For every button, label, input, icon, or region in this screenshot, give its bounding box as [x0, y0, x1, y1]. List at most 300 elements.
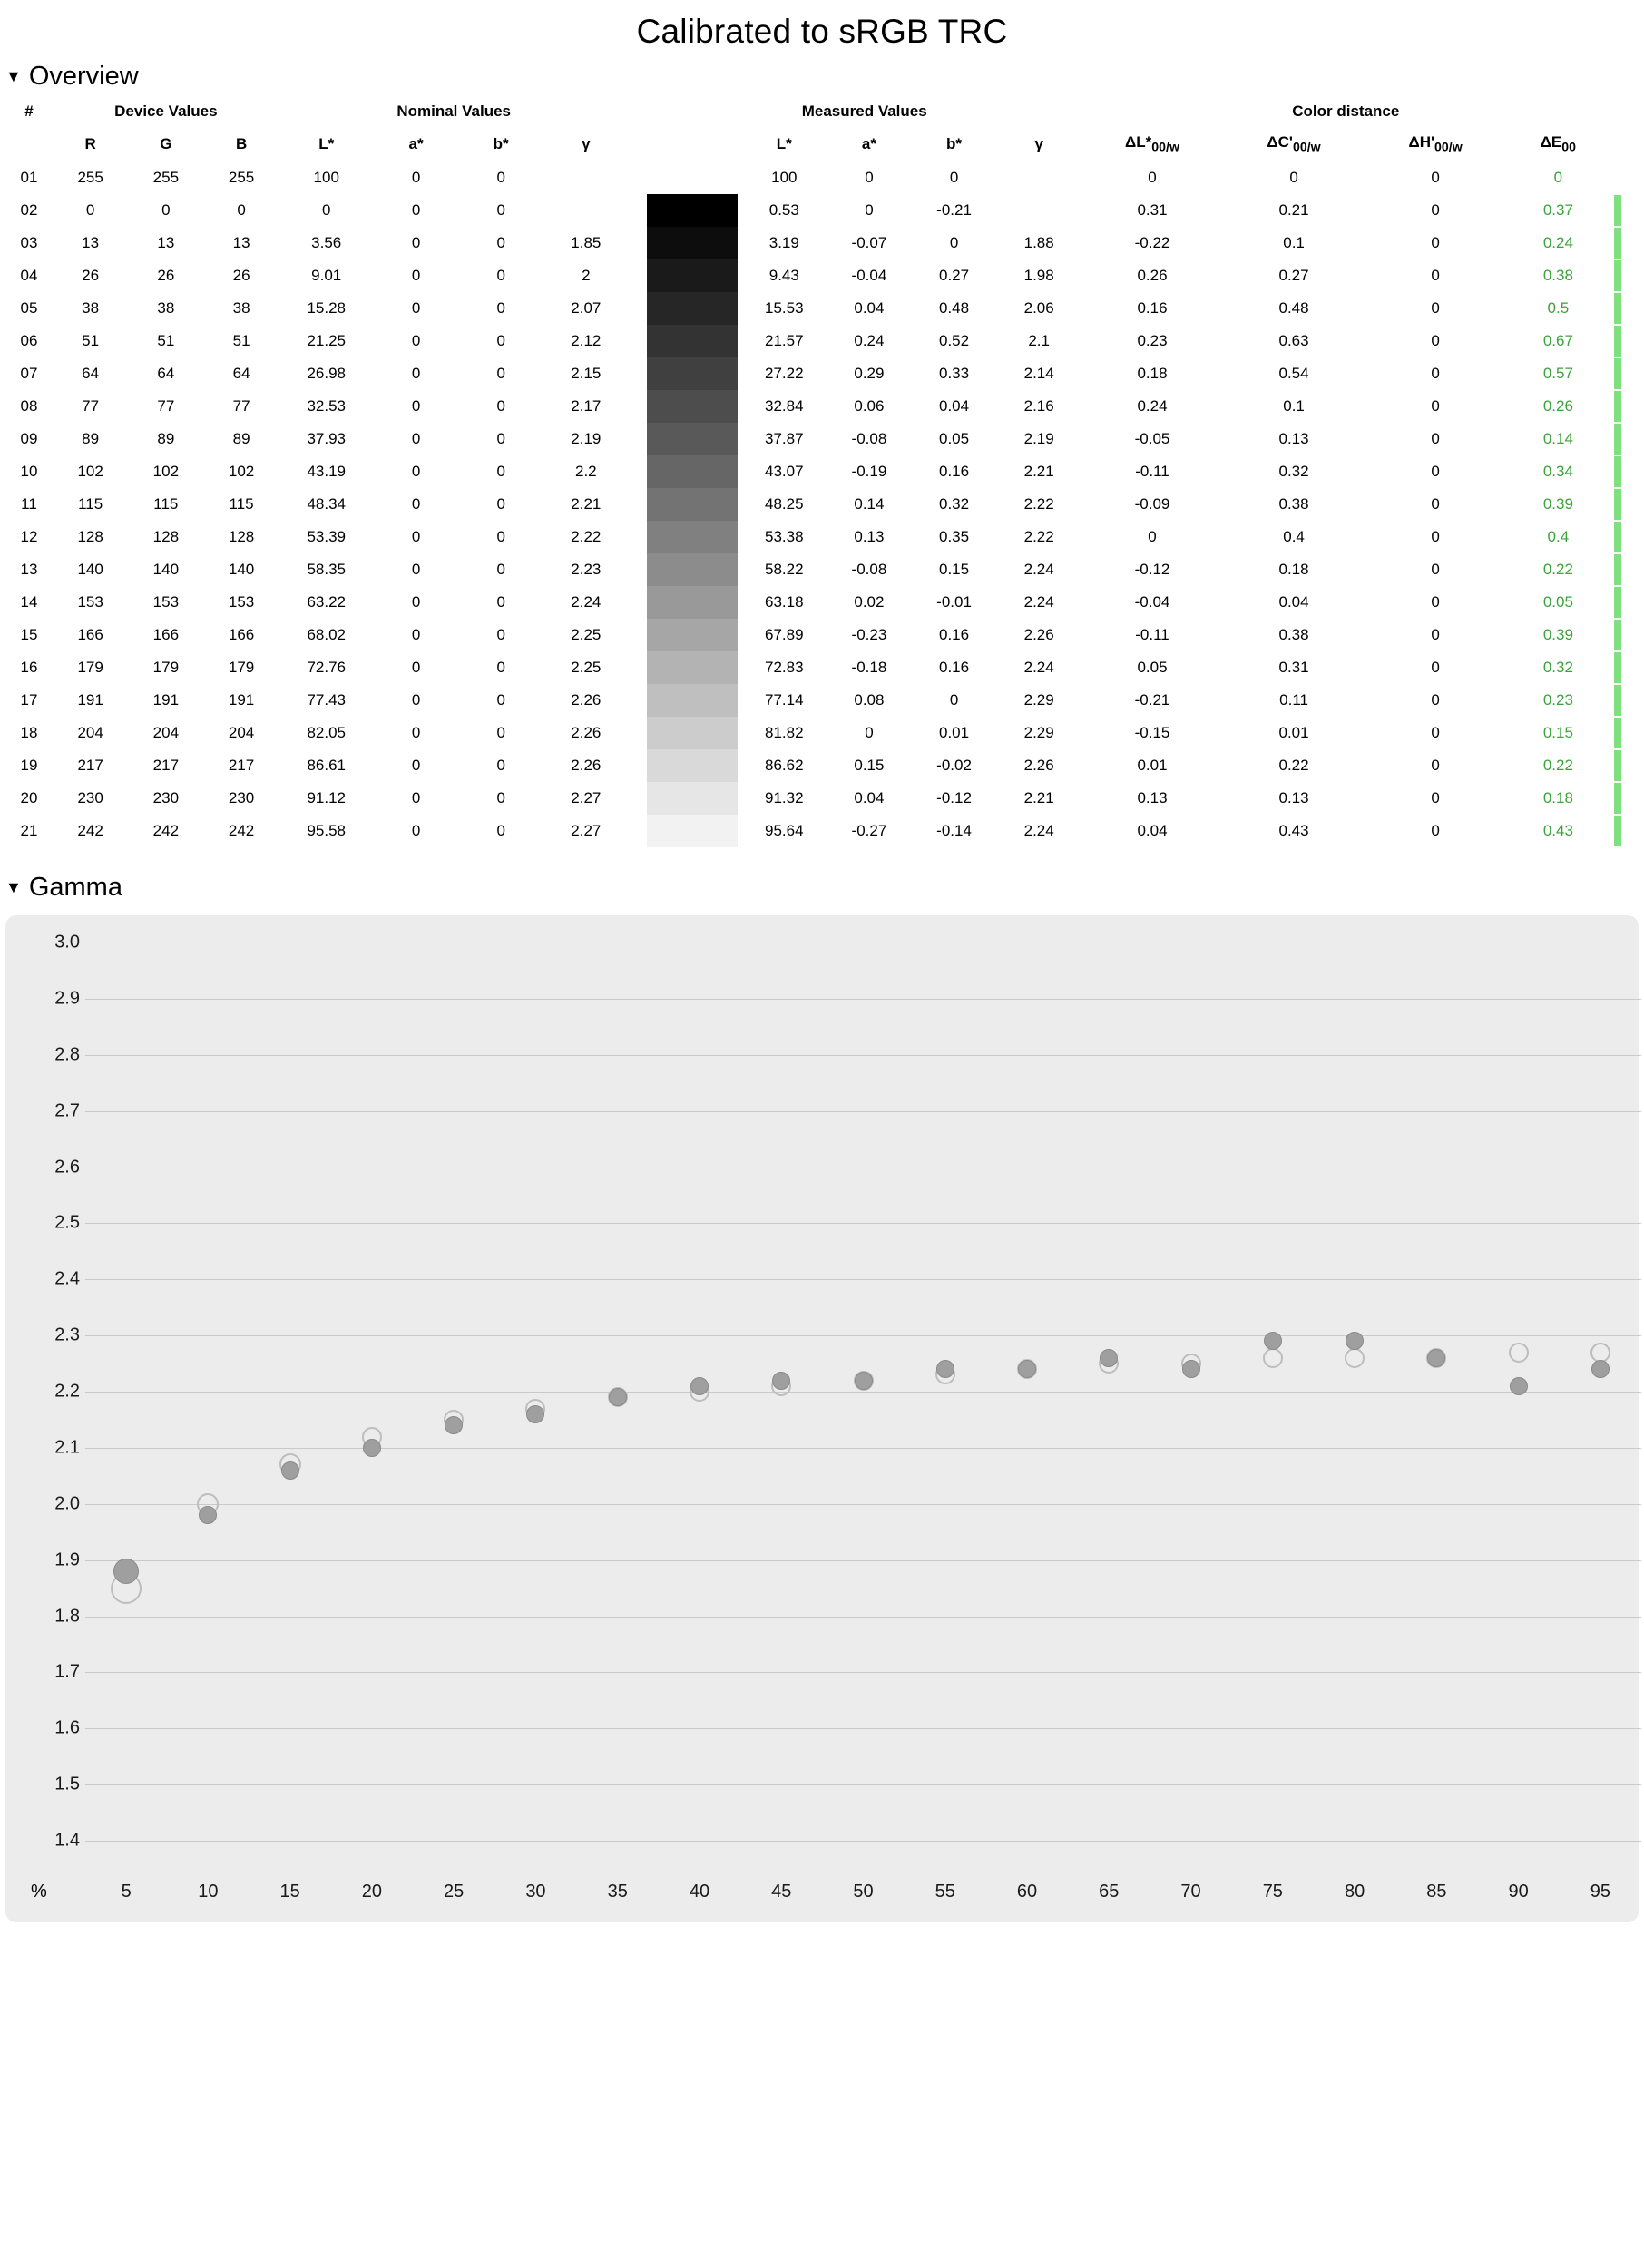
page-title: Calibrated to sRGB TRC [636, 13, 1008, 50]
delta-H: 0 [1431, 332, 1440, 349]
color-swatch [647, 423, 741, 455]
delta-L: 0 [1148, 528, 1157, 545]
color-swatch [647, 227, 741, 259]
delta-E: 0.67 [1542, 332, 1573, 349]
nominal-gamma: 2.21 [571, 495, 602, 513]
device-r: 217 [77, 757, 103, 774]
section-label-gamma: Gamma [28, 873, 122, 902]
delta-L: 0.04 [1137, 822, 1168, 839]
x-axis-tick-label: 70 [1180, 1882, 1201, 1901]
measured-a: 0.04 [854, 299, 885, 317]
delta-E-bar-fill [1614, 391, 1621, 422]
nominal-b: 0 [496, 397, 505, 415]
measured-gamma-point [113, 1559, 139, 1584]
measured-L: 21.57 [765, 332, 804, 349]
delta-E: 0.57 [1542, 365, 1573, 382]
x-axis-tick-label: 45 [771, 1882, 792, 1901]
measured-b: 0.16 [939, 659, 970, 676]
delta-H: 0 [1431, 822, 1440, 839]
nominal-L: 0 [321, 201, 331, 219]
device-r: 230 [77, 789, 103, 807]
x-axis-tick-label: 40 [689, 1882, 710, 1901]
measured-a: 0.29 [854, 365, 885, 382]
nominal-L: 82.05 [307, 724, 346, 741]
row-gap [629, 259, 648, 292]
color-swatch-fill [647, 227, 738, 259]
delta-C: 0.48 [1278, 299, 1309, 317]
color-swatch-fill [647, 651, 738, 684]
delta-E-bar-fill [1614, 293, 1621, 324]
delta-C: 0.27 [1278, 267, 1309, 284]
y-axis-tick-label: 2.9 [54, 988, 80, 1009]
device-r: 64 [82, 365, 100, 382]
device-g: 191 [152, 691, 180, 709]
color-swatch-fill [647, 259, 738, 292]
device-r: 0 [85, 201, 95, 219]
row-gap [629, 619, 648, 651]
delta-L: -0.05 [1134, 430, 1170, 447]
measured-L: 100 [771, 169, 798, 186]
measured-gamma-point [1100, 1349, 1118, 1367]
nominal-b: 0 [496, 299, 505, 317]
row-gap [629, 717, 648, 749]
delta-E-bar [1610, 651, 1639, 684]
nominal-gamma: 2.24 [571, 593, 602, 611]
color-swatch-fill [647, 782, 738, 815]
measured-b: -0.12 [936, 789, 972, 807]
measured-L: 53.38 [765, 528, 804, 545]
color-swatch [647, 553, 741, 586]
color-swatch-fill [647, 717, 738, 749]
gridline [85, 1560, 1641, 1561]
delta-E-bar-fill [1614, 554, 1621, 585]
measured-gamma: 2.22 [1023, 495, 1054, 513]
row-gap [629, 455, 648, 488]
color-swatch [647, 521, 741, 553]
gridline [85, 1672, 1641, 1673]
y-axis-tick-label: 2.4 [54, 1268, 80, 1289]
device-r: 191 [77, 691, 103, 709]
gridline [85, 1504, 1641, 1505]
color-swatch [647, 619, 741, 651]
nominal-gamma: 2.23 [571, 561, 602, 578]
col-delta-H-main: ΔH' [1408, 133, 1435, 152]
measured-gamma: 2.21 [1023, 463, 1054, 480]
nominal-gamma: 2.26 [571, 757, 602, 774]
device-r: 140 [77, 561, 103, 578]
delta-L: -0.11 [1135, 463, 1169, 480]
measured-b: -0.01 [936, 593, 972, 611]
y-axis-tick-label: 1.6 [54, 1717, 80, 1738]
col-group-nominal-values: Nominal Values [396, 103, 512, 120]
row-gap [629, 194, 648, 227]
nominal-a: 0 [411, 528, 421, 545]
delta-H: 0 [1431, 397, 1440, 415]
measured-b: 0.16 [939, 626, 970, 643]
device-b: 26 [232, 267, 250, 284]
nominal-b: 0 [496, 430, 505, 447]
device-b: 89 [232, 430, 250, 447]
measured-gamma: 2.24 [1023, 593, 1054, 611]
color-swatch [647, 782, 741, 815]
nominal-L: 68.02 [307, 626, 346, 643]
nominal-L: 43.19 [307, 463, 346, 480]
nominal-b: 0 [496, 626, 505, 643]
section-header-gamma[interactable] [0, 867, 1644, 906]
measured-gamma-point [1346, 1332, 1364, 1350]
delta-E-bar-fill [1614, 358, 1621, 389]
nominal-a: 0 [411, 332, 421, 349]
color-swatch [647, 325, 741, 357]
nominal-a: 0 [411, 659, 421, 676]
measured-gamma: 1.88 [1023, 234, 1054, 251]
nominal-gamma: 2.2 [575, 463, 597, 480]
col-measured-a: a* [827, 128, 912, 161]
measured-gamma-point [363, 1439, 381, 1457]
delta-L: 0 [1148, 169, 1157, 186]
device-r: 51 [82, 332, 100, 349]
device-b: 115 [229, 495, 254, 513]
delta-L: 0.01 [1137, 757, 1168, 774]
measured-gamma: 2.21 [1023, 789, 1054, 807]
device-b: 255 [228, 169, 255, 186]
x-axis-tick-label: 10 [198, 1882, 219, 1901]
delta-E-bar-fill [1614, 260, 1621, 291]
table-row[interactable] [5, 651, 1639, 684]
device-g: 140 [152, 561, 180, 578]
nominal-a: 0 [411, 495, 421, 513]
chevron-down-icon-gamma[interactable]: ▼ [5, 877, 22, 896]
device-b: 166 [228, 626, 255, 643]
delta-E: 0.26 [1542, 397, 1573, 415]
x-axis-tick-label: 85 [1426, 1882, 1447, 1901]
row-gap [629, 488, 648, 521]
delta-E-bar-fill [1614, 750, 1621, 781]
measured-gamma-point [445, 1416, 463, 1434]
color-swatch [647, 259, 741, 292]
col-delta-L-sub: 00/w [1151, 140, 1179, 155]
delta-E: 0.24 [1542, 234, 1573, 251]
nominal-a: 0 [411, 691, 421, 709]
delta-L: -0.22 [1134, 234, 1170, 251]
nominal-b: 0 [496, 789, 505, 807]
col-group-color-distance: Color distance [1292, 103, 1400, 120]
nominal-gamma: 2 [582, 267, 591, 284]
col-measured-b: b* [912, 128, 997, 161]
delta-E-bar-fill [1614, 587, 1621, 618]
nominal-a: 0 [411, 561, 421, 578]
row-gap [629, 553, 648, 586]
measured-L: 37.87 [765, 430, 804, 447]
measured-gamma-point [1264, 1332, 1282, 1350]
table-row[interactable] [5, 194, 1639, 227]
measured-b: 0.32 [939, 495, 970, 513]
color-swatch [647, 161, 741, 195]
idx-17: 17 [20, 691, 38, 709]
table-row[interactable] [5, 521, 1639, 553]
device-r: 153 [77, 593, 103, 611]
measured-gamma: 2.19 [1023, 430, 1054, 447]
nominal-gamma: 2.27 [571, 822, 602, 839]
delta-E-bar-fill [1614, 228, 1621, 259]
delta-C: 0.31 [1278, 659, 1309, 676]
measured-L: 9.43 [768, 267, 799, 284]
color-swatch-fill [647, 161, 738, 194]
measured-gamma-point [281, 1461, 299, 1480]
measured-L: 43.07 [765, 463, 804, 480]
delta-E-bar-fill [1614, 456, 1621, 487]
idx-14: 14 [20, 593, 38, 611]
table-row[interactable] [5, 488, 1639, 521]
gridline [85, 1392, 1641, 1393]
color-swatch [647, 749, 741, 782]
delta-E-bar-fill [1614, 685, 1621, 716]
col-delta-H [1365, 128, 1506, 161]
measured-L: 77.14 [765, 691, 804, 709]
delta-E-bar [1610, 619, 1639, 651]
measured-b: 0.05 [939, 430, 970, 447]
x-axis-tick-label: 55 [935, 1882, 955, 1901]
color-swatch [647, 586, 741, 619]
measured-L: 95.64 [765, 822, 804, 839]
measured-b: 0.35 [939, 528, 970, 545]
device-b: 128 [228, 528, 255, 545]
nominal-a: 0 [411, 365, 421, 382]
nominal-a: 0 [411, 757, 421, 774]
device-g: 0 [161, 201, 171, 219]
gridline [85, 1335, 1641, 1336]
delta-E-bar [1610, 227, 1639, 259]
idx-09: 09 [20, 430, 38, 447]
measured-a: -0.27 [851, 822, 887, 839]
nominal-gamma: 2.07 [571, 299, 602, 317]
measured-gamma-point [936, 1360, 954, 1378]
delta-H: 0 [1431, 234, 1440, 251]
nominal-gamma: 1.85 [571, 234, 602, 251]
gridline [85, 1279, 1641, 1280]
idx-05: 05 [20, 299, 38, 317]
device-r: 77 [82, 397, 100, 415]
row-gap [629, 161, 648, 195]
delta-E: 0.32 [1542, 659, 1573, 676]
nominal-a: 0 [411, 789, 421, 807]
delta-E-bar [1610, 259, 1639, 292]
measured-gamma: 2.16 [1023, 397, 1054, 415]
measured-a: -0.19 [851, 463, 887, 480]
measured-b: 0.52 [939, 332, 970, 349]
measured-L: 63.18 [765, 593, 804, 611]
table-row[interactable] [5, 586, 1639, 619]
device-b: 242 [228, 822, 255, 839]
measured-gamma-point [855, 1372, 873, 1390]
y-axis-tick-label: 2.5 [54, 1212, 80, 1233]
chevron-down-icon[interactable]: ▼ [5, 66, 22, 85]
nominal-b: 0 [496, 691, 505, 709]
delta-C: 0 [1289, 169, 1298, 186]
table-row[interactable] [5, 357, 1639, 390]
nominal-L: 100 [313, 169, 339, 186]
row-gap [629, 749, 648, 782]
nominal-a: 0 [411, 430, 421, 447]
table-row[interactable] [5, 815, 1639, 847]
measured-L: 67.89 [765, 626, 804, 643]
delta-E: 0.43 [1542, 822, 1573, 839]
idx-01: 01 [20, 169, 38, 186]
delta-E-bar [1610, 717, 1639, 749]
table-row[interactable] [5, 161, 1639, 195]
device-r: 166 [77, 626, 103, 643]
idx-04: 04 [20, 267, 38, 284]
nominal-L: 58.35 [307, 561, 346, 578]
measured-a: 0 [865, 169, 874, 186]
delta-E-bar [1610, 292, 1639, 325]
color-swatch-fill [647, 455, 738, 488]
device-g: 166 [152, 626, 180, 643]
device-r: 255 [77, 169, 103, 186]
nominal-L: 91.12 [307, 789, 346, 807]
measured-gamma-point [1018, 1360, 1036, 1378]
measured-a: -0.08 [851, 561, 887, 578]
delta-E: 0.39 [1542, 626, 1573, 643]
delta-C: 0.13 [1278, 789, 1309, 807]
device-g: 26 [157, 267, 175, 284]
col-group-measured-values: Measured Values [801, 103, 927, 120]
table-row[interactable] [5, 684, 1639, 717]
row-gap [629, 684, 648, 717]
section-label-overview: Overview [28, 62, 139, 91]
delta-E-bar [1610, 161, 1639, 195]
device-b: 102 [228, 463, 255, 480]
measured-a: 0.06 [854, 397, 885, 415]
measured-a: 0 [865, 201, 874, 219]
section-header-overview[interactable] [0, 56, 1644, 95]
y-axis-tick-label: 1.7 [54, 1661, 80, 1682]
nominal-a: 0 [411, 463, 421, 480]
delta-E-bar-fill [1614, 195, 1621, 226]
measured-b: 0.16 [939, 463, 970, 480]
y-axis-tick-label: 1.4 [54, 1830, 80, 1851]
table-row[interactable] [5, 227, 1639, 259]
color-swatch-fill [647, 194, 738, 227]
nominal-L: 95.58 [307, 822, 346, 839]
col-delta-L-main: ΔL* [1125, 133, 1152, 152]
color-swatch-fill [647, 521, 738, 553]
nominal-b: 0 [496, 332, 505, 349]
overview-table-wrap [0, 95, 1644, 847]
col-delta-E-sub: 00 [1561, 140, 1577, 155]
device-g: 255 [152, 169, 180, 186]
device-r: 242 [77, 822, 103, 839]
y-axis-tick-label: 1.8 [54, 1606, 80, 1626]
table-row[interactable] [5, 292, 1639, 325]
nominal-gamma-point [1509, 1343, 1529, 1363]
delta-E-bar [1610, 325, 1639, 357]
table-row[interactable] [5, 390, 1639, 423]
nominal-b: 0 [496, 724, 505, 741]
device-r: 13 [82, 234, 100, 251]
row-gap [629, 651, 648, 684]
nominal-a: 0 [411, 267, 421, 284]
row-gap [629, 586, 648, 619]
table-row[interactable] [5, 717, 1639, 749]
color-swatch [647, 684, 741, 717]
delta-E-bar [1610, 684, 1639, 717]
y-axis-tick-label: 1.5 [54, 1774, 80, 1794]
nominal-gamma-point [1263, 1348, 1283, 1368]
nominal-b: 0 [496, 822, 505, 839]
delta-H: 0 [1431, 789, 1440, 807]
table-row[interactable] [5, 553, 1639, 586]
measured-gamma [996, 161, 1081, 195]
delta-E-bar [1610, 455, 1639, 488]
delta-C: 0.11 [1279, 691, 1308, 709]
device-g: 13 [157, 234, 175, 251]
measured-gamma: 2.24 [1023, 822, 1054, 839]
delta-H: 0 [1431, 724, 1440, 741]
idx-02: 02 [20, 201, 38, 219]
measured-gamma: 2.26 [1023, 757, 1054, 774]
delta-L: 0.23 [1137, 332, 1168, 349]
measured-gamma-point [690, 1377, 709, 1395]
delta-E-bar-fill [1614, 718, 1621, 748]
nominal-gamma [543, 161, 629, 195]
measured-L: 32.84 [765, 397, 804, 415]
delta-E: 0.39 [1542, 495, 1573, 513]
measured-gamma-point [1427, 1349, 1445, 1367]
nominal-L: 86.61 [307, 757, 346, 774]
x-axis-tick-label: 30 [525, 1882, 546, 1901]
measured-gamma: 2.29 [1023, 724, 1054, 741]
delta-C: 0.38 [1278, 495, 1309, 513]
col-nominal-b: b* [458, 128, 543, 161]
color-swatch [647, 815, 741, 847]
delta-E-bar [1610, 749, 1639, 782]
color-swatch [647, 717, 741, 749]
measured-a: -0.07 [851, 234, 887, 251]
overview-table-body [5, 161, 1639, 848]
table-row[interactable] [5, 423, 1639, 455]
delta-C: 0.01 [1278, 724, 1309, 741]
table-row[interactable] [5, 325, 1639, 357]
delta-L: -0.12 [1134, 561, 1170, 578]
delta-L: 0.31 [1137, 201, 1168, 219]
table-row[interactable] [5, 782, 1639, 815]
nominal-gamma: 2.17 [571, 397, 602, 415]
table-row[interactable] [5, 455, 1639, 488]
measured-b: 0.27 [939, 267, 970, 284]
device-b: 0 [237, 201, 246, 219]
device-b: 217 [228, 757, 255, 774]
nominal-L: 77.43 [307, 691, 346, 709]
table-row[interactable] [5, 749, 1639, 782]
measured-gamma: 2.24 [1023, 561, 1054, 578]
delta-C: 0.4 [1283, 528, 1305, 545]
table-row[interactable] [5, 259, 1639, 292]
measured-L: 86.62 [765, 757, 804, 774]
device-g: 102 [152, 463, 180, 480]
delta-E: 0 [1553, 169, 1563, 186]
nominal-L: 48.34 [307, 495, 346, 513]
delta-L: -0.21 [1134, 691, 1170, 709]
table-row[interactable] [5, 619, 1639, 651]
delta-H: 0 [1431, 626, 1440, 643]
nominal-b: 0 [496, 234, 505, 251]
delta-C: 0.22 [1278, 757, 1309, 774]
nominal-b: 0 [496, 169, 505, 186]
idx-10: 10 [20, 463, 38, 480]
device-r: 179 [77, 659, 103, 676]
row-gap [629, 423, 648, 455]
